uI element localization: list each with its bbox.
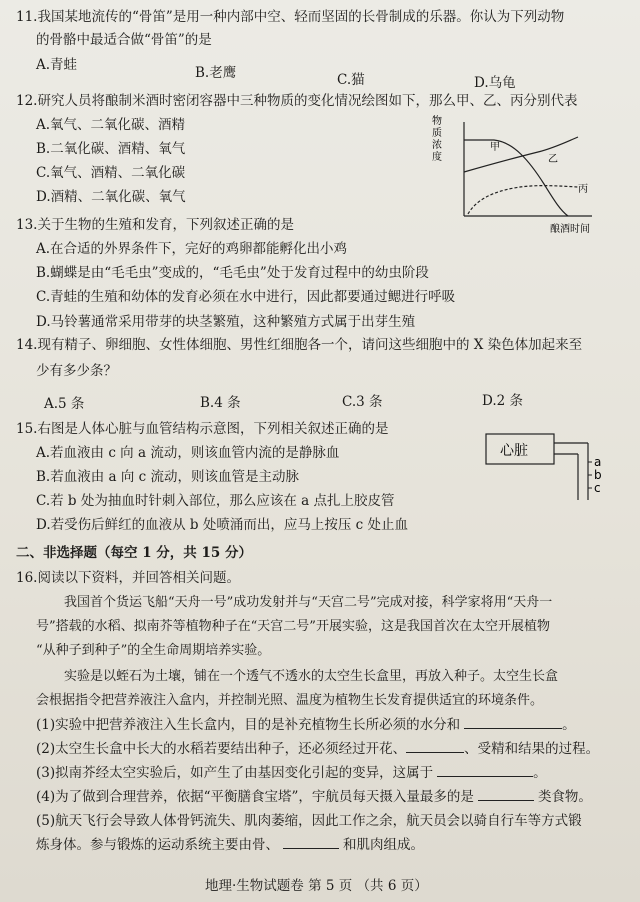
q15-option-c: C.若 b 处为抽血时针刺入部位，那么应该在 a 点扎上胶皮管 [36,493,395,509]
q12-option-c: C.氧气、酒精、二氧化碳 [36,165,186,181]
q15-option-a: A.若血液由 c 向 a 流动，则该血管内流的是静脉血 [36,445,340,461]
q14-stem-line2: 少有多少条？ [36,363,117,379]
q16-sub4-text-end: 类食物。 [537,789,592,805]
q11-option-a: A.青蛙 [36,57,78,73]
q14-option-c: C.3 条 [342,394,383,410]
q14-option-a: A.5 条 [44,396,85,412]
q16-sub5-line1: (5)航天飞行会导致人体骨钙流失、肌肉萎缩，因此工作之余，航天员会以骑自行车等方式锻 [36,813,582,829]
q16-stem: 16.阅读以下资料，并回答相关问题。 [16,570,240,586]
section-2-heading: 二、非选择题（每空 1 分，共 15 分） [16,545,252,561]
q11-option-d: D.乌龟 [474,75,516,91]
q14-stem-line1: 14.现有精子、卵细胞、女性体细胞、男性红细胞各一个，请问这些细胞中的 X 染色体加起来至 [16,337,583,353]
q14-option-d: D.2 条 [482,393,524,409]
q16-sub2-text: (2)太空生长盒中长大的水稻若要结出种子，还必须经过开花、 [36,741,407,757]
q16-passage-p1-line1: 我国首个货运飞船“天舟一号”成功发射并与“天宫二号”完成对接，科学家将用“天舟一 [64,595,553,610]
q11-stem-line1: 11.我国某地流传的“骨笛”是用一种内部中空、轻而坚固的长骨制成的乐器。你认为下列动物 [16,9,565,25]
q11-option-b: B.老鹰 [195,65,237,81]
q13-option-d: D.马铃薯通常采用带芽的块茎繁殖，这种繁殖方式属于出芽生殖 [36,314,416,330]
q12-concentration-chart [432,112,612,237]
chart-ylabel-char-2: 质 [432,128,442,139]
chart-label-jia: 甲 [490,142,500,153]
point-a-label: a [594,455,602,469]
q13-option-c: C.青蛙的生殖和幼体的发育必须在水中进行，因此都要通过鳃进行呼吸 [36,289,456,305]
q16-sub1-end: 。 [562,717,576,733]
chart-label-bing: 丙 [578,184,588,195]
q12-option-a: A.氧气、二氧化碳、酒精 [36,117,186,133]
q12-stem: 12.研究人员将酿制米酒时密闭容器中三种物质的变化情况绘图如下，那么甲、乙、丙分别代表 [16,93,578,109]
chart-ylabel-char-1: 物 [432,116,442,127]
q16-passage-p2-line2: 会根据指令把营养液注入盒内，并控制光照、温度为植物生长发育提供适宜的环境条件。 [36,693,544,708]
q12-option-d: D.酒精、二氧化碳、氧气 [36,189,186,205]
q16-sub1-text: (1)实验中把营养液注入生长盒内，目的是补充植物生长所必须的水分和 [36,717,461,733]
q16-passage-p1-line3: “从种子到种子”的全生命周期培养实验。 [36,643,271,658]
q16-sub3-end: 。 [533,765,547,781]
q16-passage-p2-line1: 实验是以蛭石为土壤，铺在一个透气不透水的太空生长盒里，再放入种子。太空生长盒 [64,669,559,684]
point-c-label: c [594,481,601,495]
q16-sub3 [36,764,547,782]
q13-option-b: B.蝴蝶是由“毛毛虫”变成的，“毛毛虫”处于发育过程中的幼虫阶段 [36,265,429,281]
q16-sub1-blank[interactable] [464,716,562,729]
q15-option-d: D.若受伤后鲜红的血液从 b 处喷涌而出，应马上按压 c 处止血 [36,517,409,533]
q16-sub4 [36,788,592,806]
q11-stem-line2: 的骨骼中最适合做“骨笛”的是 [36,32,212,48]
chart-label-yi: 乙 [548,154,558,165]
q13-stem: 13.关于生物的生殖和发育，下列叙述正确的是 [16,217,294,233]
q12-option-b: B.二氧化碳、酒精、氧气 [36,141,186,157]
page-footer: 地理·生物试题卷 第 5 页 （共 6 页） [205,878,428,894]
q13-option-a: A.在合适的外界条件下，完好的鸡卵都能孵化出小鸡 [36,241,348,257]
q15-option-b: B.若血液由 a 向 c 流动，则该血管是主动脉 [36,469,299,485]
q16-sub4-blank[interactable] [478,788,534,801]
q16-sub3-blank[interactable] [437,764,533,777]
q16-passage-p1-line2: 号”搭载的水稻、拟南芥等植物种子在“天宫二号”开展实验，这是我国首次在太空开展植物 [36,619,550,634]
chart-curve-jia [464,140,568,216]
q16-sub4-text: (4)为了做到合理营养，依据“平衡膳食宝塔”，宇航员每天摄入量最多的是 [36,789,474,805]
chart-xlabel: 酿酒时间 [550,224,590,235]
q16-sub2-text-end: 、受精和结果的过程。 [464,741,600,757]
point-b-label: b [594,468,602,482]
q15-heart-vessel-diagram [480,428,610,508]
q16-sub5-line2 [36,836,424,854]
q14-option-b: B.4 条 [200,395,241,411]
q11-option-c: C.猫 [337,72,365,88]
chart-ylabel-char-4: 度 [432,152,442,163]
q16-sub3-text: (3)拟南芥经太空实验后，如产生了由基因变化引起的变异，这属于 [36,765,434,781]
q16-sub2-blank[interactable] [406,740,464,753]
heart-label: 心脏 [500,443,528,459]
q16-sub1 [36,716,576,734]
q15-stem: 15.右图是人体心脏与血管结构示意图，下列相关叙述正确的是 [16,421,389,437]
q16-sub5-blank[interactable] [283,836,339,849]
chart-ylabel-char-3: 浓 [432,140,442,151]
q16-sub5-text-end: 和肌肉组成。 [343,837,424,853]
q16-sub2 [36,740,599,758]
q16-sub5-text: 炼身体。参与锻炼的运动系统主要由骨、 [36,837,279,853]
